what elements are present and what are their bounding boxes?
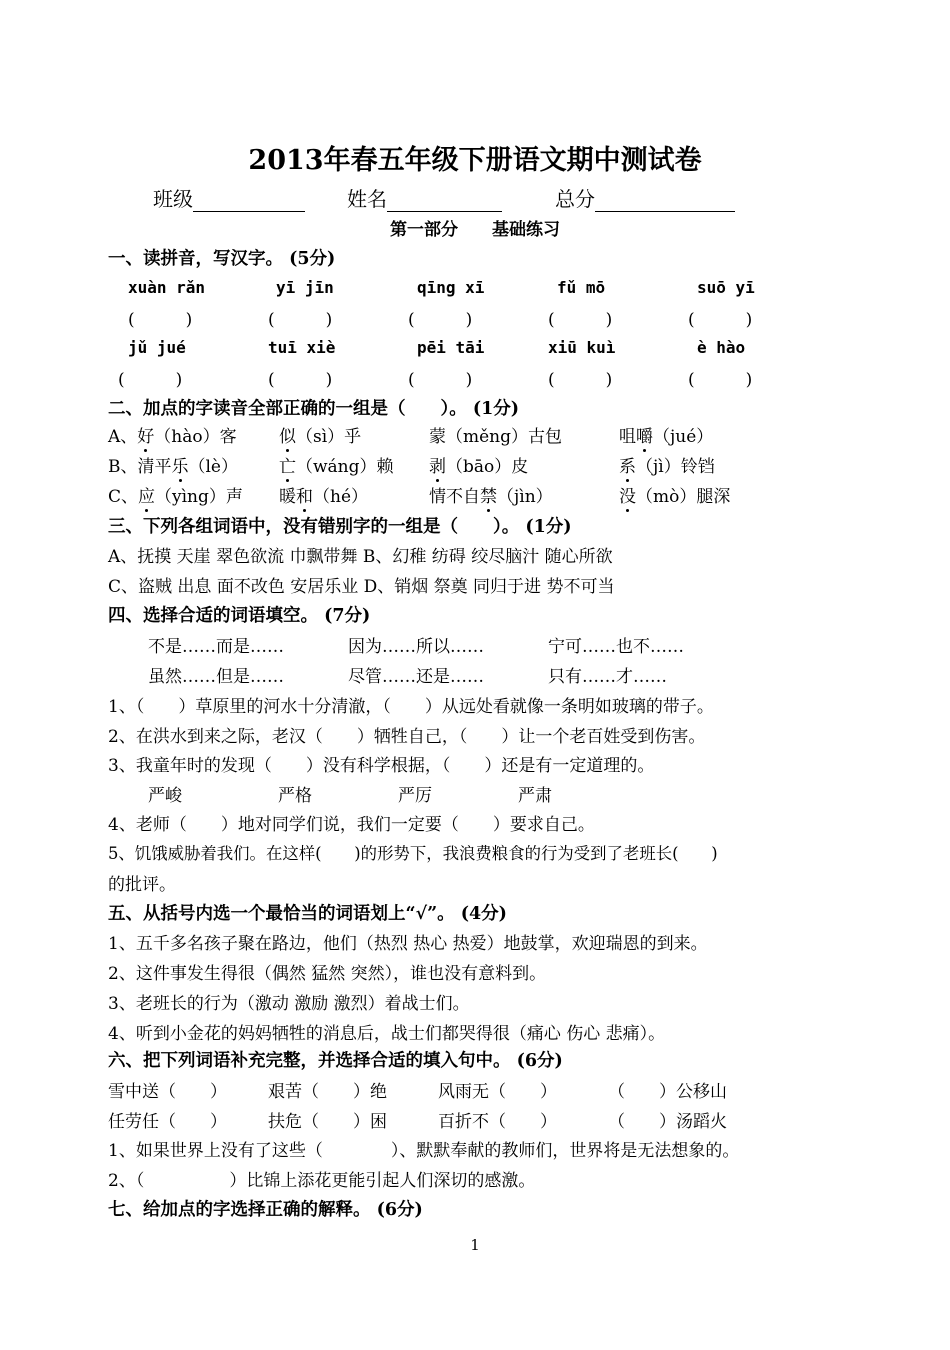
answer-blank: ( ) bbox=[408, 370, 473, 390]
name-field bbox=[347, 183, 502, 212]
idiom-item: 艰苦（ ）绝 bbox=[268, 1082, 387, 1102]
answer-blank: ( ) bbox=[408, 310, 473, 330]
idiom-item: 扶危（ ）困 bbox=[268, 1112, 387, 1132]
pinyin-item: jǔ jué bbox=[128, 338, 186, 357]
option-c-item bbox=[279, 482, 368, 507]
dotted-char: 嚼 bbox=[636, 422, 653, 447]
page-title: 2013年春五年级下册语文期中测试卷 bbox=[248, 145, 702, 176]
answer-blank: ( ) bbox=[548, 370, 613, 390]
class-blank bbox=[193, 189, 305, 212]
word-option: 严肃 bbox=[518, 786, 552, 806]
dotted-char: 好 bbox=[137, 422, 154, 447]
answer-blank: ( ) bbox=[688, 370, 753, 390]
reading: （jué） bbox=[653, 427, 714, 447]
name-label: 姓名 bbox=[347, 187, 387, 211]
option-c-item bbox=[108, 482, 243, 507]
question-line: A、抚摸 天崖 翠色欲流 巾飘带舞 B、幻稚 纺碍 绞尽脑汁 随心所欲 bbox=[108, 547, 613, 567]
score-field bbox=[555, 183, 735, 212]
option-letter: C、 bbox=[108, 487, 139, 507]
option-letter: B、清平 bbox=[108, 457, 172, 477]
word-option: 只有……才…… bbox=[548, 667, 667, 687]
idiom-item: 风雨无（ ） bbox=[438, 1082, 557, 1102]
page-number: 1 bbox=[470, 1236, 480, 1254]
pinyin-item: è hào bbox=[697, 338, 746, 357]
option-a-item bbox=[619, 422, 713, 447]
section-3-heading: 三、下列各组词语中，没有错别字的一组是（ ）。 (1分) bbox=[108, 517, 572, 537]
class-label: 班级 bbox=[153, 187, 193, 211]
word-option: 严厉 bbox=[398, 786, 432, 806]
pinyin-item: yī jīn bbox=[276, 278, 334, 297]
pinyin-item: qīng xī bbox=[417, 278, 485, 297]
word-option: 宁可……也不…… bbox=[548, 637, 684, 657]
answer-blank: ( ) bbox=[548, 310, 613, 330]
dotted-char: 系 bbox=[619, 452, 636, 477]
dotted-char: 剥 bbox=[429, 452, 446, 477]
pinyin-item: suō yī bbox=[697, 278, 755, 297]
word-option: 严格 bbox=[278, 786, 312, 806]
answer-blank: ( ) bbox=[268, 370, 333, 390]
reading: （jì）铃铛 bbox=[636, 457, 715, 477]
class-field bbox=[153, 183, 305, 212]
part-title: 第一部分 基础练习 bbox=[390, 220, 560, 240]
reading: （hé） bbox=[313, 487, 369, 507]
reading: （měng）古包 bbox=[446, 427, 563, 447]
pinyin-item: xiū kuì bbox=[548, 338, 616, 357]
section-5-heading: 五、从括号内选一个最恰当的词语划上“√”。 (4分) bbox=[108, 904, 507, 924]
idiom-item: 雪中送（ ） bbox=[108, 1082, 227, 1102]
plain-char: 蒙 bbox=[429, 427, 446, 447]
reading: （sì）乎 bbox=[296, 427, 362, 447]
reading: （jìn） bbox=[497, 487, 553, 507]
reading: （yìng）声 bbox=[155, 487, 243, 507]
question-line: 2、这件事发生得很（偶然 猛然 突然），谁也没有意料到。 bbox=[108, 964, 547, 984]
question-line: 2、（ ）比锦上添花更能引起人们深切的感激。 bbox=[108, 1171, 536, 1191]
question-line: 1、五千多名孩子聚在路边，他们（热烈 热心 热爱）地鼓掌，欢迎瑞恩的到来。 bbox=[108, 934, 708, 954]
question-line: 5、饥饿威胁着我们。在这样( )的形势下，我浪费粮食的行为受到了老班长( ) bbox=[108, 844, 718, 863]
option-c-item bbox=[429, 482, 553, 507]
pinyin-item: xuàn rǎn bbox=[128, 278, 206, 297]
option-b-item bbox=[279, 452, 394, 477]
section-4-heading: 四、选择合适的词语填空。 (7分) bbox=[108, 606, 371, 626]
dotted-char: 和 bbox=[296, 482, 313, 507]
option-letter: A、 bbox=[108, 427, 138, 447]
pinyin-item: tuī xiè bbox=[268, 338, 336, 357]
question-line: 3、我童年时的发现（ ）没有科学根据，（ ）还是有一定道理的。 bbox=[108, 756, 655, 776]
question-line: 4、老师（ ）地对同学们说，我们一定要（ ）要求自己。 bbox=[108, 815, 595, 835]
score-blank bbox=[595, 189, 735, 212]
answer-blank: ( ) bbox=[688, 310, 753, 330]
option-a-item bbox=[429, 422, 562, 447]
reading: （wáng）赖 bbox=[296, 457, 394, 477]
answer-blank: ( ) bbox=[268, 310, 333, 330]
idiom-item: （ ）公移山 bbox=[608, 1082, 727, 1102]
answer-blank: ( ) bbox=[118, 370, 183, 390]
word-option: 严峻 bbox=[148, 786, 182, 806]
section-1-heading: 一、读拼音，写汉字。 (5分) bbox=[108, 249, 336, 269]
answer-blank: ( ) bbox=[128, 310, 193, 330]
pinyin-item: fǔ mō bbox=[557, 278, 606, 297]
question-line: C、盗贼 出息 面不改色 安居乐业 D、销烟 祭奠 同归于进 势不可当 bbox=[108, 577, 615, 597]
pinyin-item: pēi tāi bbox=[417, 338, 485, 357]
question-line: 4、听到小金花的妈妈牺牲的消息后，战士们都哭得很（痛心 伤心 悲痛）。 bbox=[108, 1024, 666, 1044]
name-blank bbox=[387, 189, 502, 212]
reading: （mò）腿深 bbox=[636, 487, 731, 507]
question-line: 1、（ ）草原里的河水十分清澈，（ ）从远处看就像一条明如玻璃的带子。 bbox=[108, 697, 714, 717]
option-b-item bbox=[429, 452, 528, 477]
section-6-heading: 六、把下列词语补充完整，并选择合适的填入句中。 (6分) bbox=[108, 1051, 563, 1071]
option-a-item bbox=[279, 422, 361, 447]
plain-char: 情不自 bbox=[429, 487, 480, 507]
option-b-item bbox=[108, 452, 238, 477]
question-line: 1、如果世界上没有了这些（ ）、默默奉献的教师们，世界将是无法想象的。 bbox=[108, 1141, 740, 1161]
plain-char: 咀 bbox=[619, 427, 636, 447]
idiom-item: 百折不（ ） bbox=[438, 1112, 557, 1132]
idiom-item: 任劳任（ ） bbox=[108, 1112, 227, 1132]
option-a-item bbox=[108, 422, 237, 447]
score-label: 总分 bbox=[555, 187, 595, 211]
dotted-char: 没 bbox=[619, 482, 636, 507]
idiom-item: （ ）汤蹈火 bbox=[608, 1112, 727, 1132]
dotted-char: 禁 bbox=[480, 482, 497, 507]
reading: （bāo）皮 bbox=[446, 457, 529, 477]
word-option: 虽然……但是…… bbox=[148, 667, 284, 687]
section-2-heading: 二、加点的字读音全部正确的一组是（ ）。 (1分) bbox=[108, 399, 520, 419]
question-line: 3、老班长的行为（激动 激励 激烈）着战士们。 bbox=[108, 994, 470, 1014]
dotted-char: 似 bbox=[279, 422, 296, 447]
option-b-item bbox=[619, 452, 715, 477]
word-option: 不是……而是…… bbox=[148, 637, 284, 657]
option-c-item bbox=[619, 482, 730, 507]
question-line: 的批评。 bbox=[108, 875, 176, 895]
reading: （lè） bbox=[188, 457, 238, 477]
section-7-heading: 七、给加点的字选择正确的解释。 (6分) bbox=[108, 1200, 423, 1220]
reading: （hào）客 bbox=[154, 427, 237, 447]
dotted-char: 应 bbox=[138, 482, 155, 507]
plain-char: 暖 bbox=[279, 487, 296, 507]
word-option: 尽管……还是…… bbox=[348, 667, 484, 687]
dotted-char: 乐 bbox=[172, 452, 189, 477]
word-option: 因为……所以…… bbox=[348, 637, 484, 657]
dotted-char: 亡 bbox=[279, 452, 296, 477]
question-line: 2、在洪水到来之际，老汉（ ）牺牲自己，（ ）让一个老百姓受到伤害。 bbox=[108, 727, 706, 747]
